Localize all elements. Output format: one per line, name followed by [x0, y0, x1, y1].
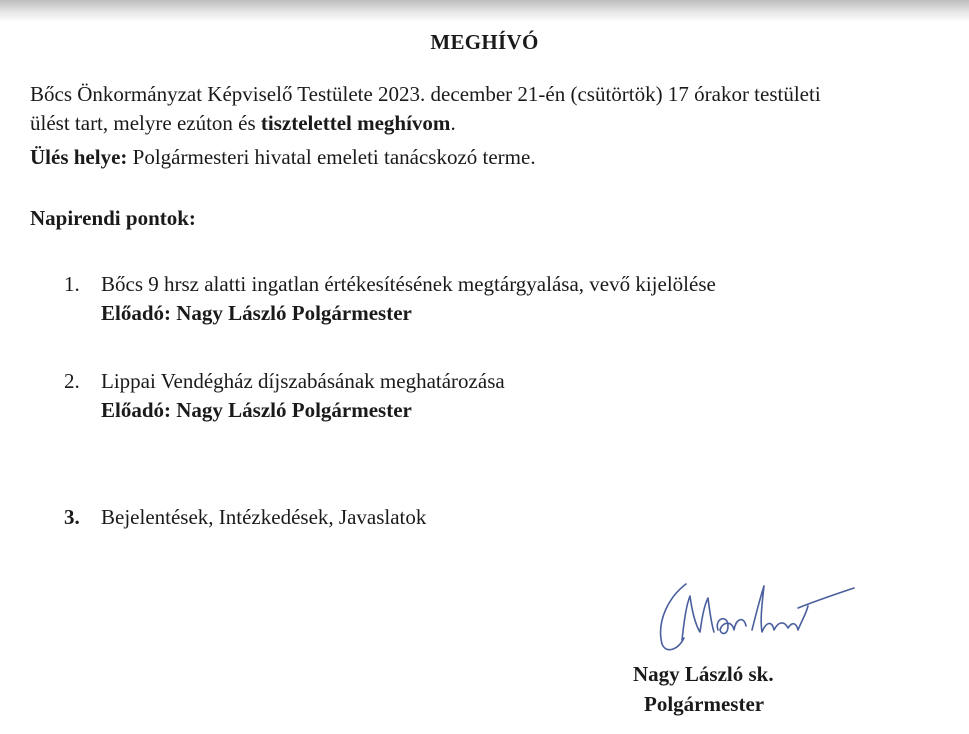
- document-title: MEGHÍVÓ: [430, 30, 539, 54]
- agenda-item: [64, 367, 505, 425]
- agenda-item-text: Bőcs 9 hrsz alatti ingatlan értékesítésének megtárgyalása, vevő kijelölése: [101, 272, 716, 296]
- intro-line-1: Bőcs Önkormányzat Képviselő Testülete 2023. december 21-én (csütörtök) 17 órakor testületi: [30, 82, 821, 106]
- agenda-item-number: 1.: [64, 272, 80, 296]
- intro-emphasis: tisztelettel meghívom: [260, 111, 451, 135]
- handwritten-signature: [648, 578, 868, 658]
- agenda-item-number: 3.: [64, 505, 80, 529]
- signature-strokes: [661, 584, 854, 650]
- agenda-item-line: [64, 270, 716, 299]
- agenda-item-presenter: Előadó: Nagy László Polgármester: [101, 398, 412, 422]
- intro-line-2: [30, 109, 960, 138]
- agenda-item-text: Bejelentések, Intézkedések, Javaslatok: [101, 505, 427, 529]
- agenda-item-line: [64, 367, 505, 396]
- agenda-heading: Napirendi pontok:: [30, 206, 196, 230]
- venue-line: [30, 143, 960, 172]
- signatory-name: Nagy László sk.: [633, 662, 774, 686]
- intro-text: ülést tart, melyre ezúton és: [30, 111, 261, 135]
- agenda-item-number: 2.: [64, 369, 80, 393]
- venue-label: Ülés helye:: [30, 145, 128, 169]
- agenda-item-presenter: Előadó: Nagy László Polgármester: [101, 301, 412, 325]
- agenda-item-text: Lippai Vendégház díjszabásának meghatározása: [101, 369, 505, 393]
- agenda-item: [64, 270, 716, 328]
- agenda-item-line: [64, 503, 426, 532]
- agenda-item: [64, 503, 426, 532]
- intro-period: .: [450, 111, 456, 135]
- venue-text: Polgármesteri hivatal emeleti tanácskozó terme.: [127, 145, 536, 169]
- signatory-role: Polgármester: [644, 692, 765, 716]
